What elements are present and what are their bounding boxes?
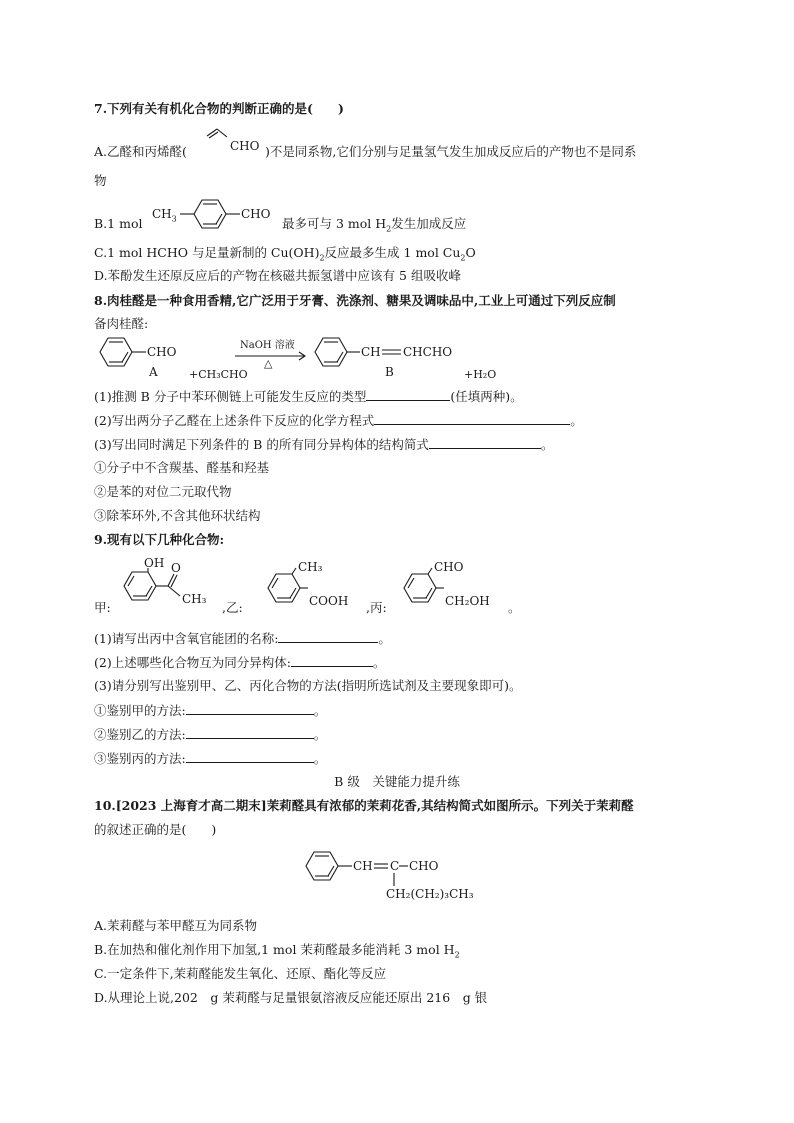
product-chcho-label: CHCHO [403, 345, 453, 359]
jasminaldehyde-structure [304, 848, 504, 904]
q10-option-a: A.茉莉醛与苯甲醛互为同系物 [94, 918, 258, 933]
q10-option-d: D.从理论上说,202 g 茉莉醛与足量银氨溶液反应能还原出 216 g 银 [94, 990, 488, 1005]
q7-option-a-line2: 物 [94, 173, 107, 188]
q8-condition-1: ①分子中不含羰基、醛基和羟基 [94, 460, 270, 475]
bing-label: ,丙: [366, 600, 387, 615]
q9-stem: 9.现有以下几种化合物: [94, 532, 225, 547]
q8-condition-2: ②是苯的对位二元取代物 [94, 484, 232, 499]
q10-stem-line2: 的叙述正确的是( ) [94, 822, 217, 837]
q9-method-2: ②鉴别乙的方法: 。 [94, 727, 327, 742]
methyl-label: $CH_3$ [152, 207, 177, 224]
alkene-ch-label: CH [353, 859, 373, 873]
answer-blank[interactable] [186, 702, 314, 715]
product-ch-label: CH [361, 345, 381, 359]
q7-option-b-suffix: 最多可与 3 mol $H_2$发生加成反应 [282, 216, 467, 234]
q9-method-3: ③鉴别丙的方法: 。 [94, 751, 327, 766]
aldehyde-label: CHO [241, 207, 271, 221]
aldehyde-label: CHO [434, 560, 464, 574]
benzaldehyde-cho-label: CHO [147, 345, 177, 359]
q7-option-a-prefix: A.乙醛和丙烯醛( [94, 144, 187, 159]
water-label: +H₂O [464, 368, 497, 381]
answer-blank[interactable] [291, 654, 373, 667]
answer-blank[interactable] [366, 388, 450, 401]
q10-stem-line1: 10.[2023 上海育才高二期末]茉莉醛具有浓郁的茉莉花香,其结构简式如图所示。下列关于茉莉醛 [94, 798, 634, 813]
q7-option-a-suffix: )不是同系物,它们分别与足量氢气发生加成反应后的产物也不是同系 [265, 144, 637, 159]
answer-blank[interactable] [278, 630, 378, 643]
alkene-c-label: C [390, 859, 400, 873]
compound-yi-structure [262, 560, 372, 616]
q7-option-d: D.苯酚发生还原反应后的产物在核磁共振氢谱中应该有 5 组吸收峰 [94, 268, 461, 283]
q7-option-c: C.1 mol HCHO 与足量新制的 $Cu(OH)_2$反应最多生成 1 mol $Cu_2O$ [94, 245, 476, 263]
q7-stem: 7.下列有关有机化合物的判断正确的是( ) [94, 101, 344, 116]
q9-list-end: 。 [508, 600, 521, 615]
hydroxyl-label: OH [144, 556, 165, 570]
compound-jia-structure [118, 556, 228, 616]
yi-label: ,乙: [222, 600, 243, 615]
answer-blank[interactable] [429, 436, 541, 449]
reaction-scheme [100, 334, 500, 382]
q9-sub2: (2)上述哪些化合物互为同分异构体: 。 [94, 655, 386, 670]
acrolein-cho-label: CHO [230, 139, 260, 153]
jia-label: 甲: [94, 600, 111, 615]
q7-option-b-prefix: B.1 mol [94, 216, 143, 231]
product-b-label: B [385, 365, 394, 379]
q8-stem-line2: 备肉桂醛: [94, 316, 149, 331]
q8-sub3: (3)写出同时满足下列条件的 B 的所有同分异构体的结构简式 。 [94, 437, 554, 452]
section-b-heading: B 级 关键能力提升练 [334, 774, 460, 789]
answer-blank[interactable] [374, 412, 570, 425]
arrow-reagent-label: NaOH 溶液 [240, 340, 295, 351]
acetaldehyde-label: +CH₃CHO [189, 368, 248, 381]
q8-stem-line1: 8.肉桂醛是一种食用香精,它广泛用于牙膏、洗涤剂、糖果及调味品中,工业上可通过下列反应制 [94, 293, 616, 308]
q8-sub2: (2)写出两分子乙醛在上述条件下反应的化学方程式 。 [94, 413, 583, 428]
answer-blank[interactable] [186, 750, 314, 763]
reactant-a-label: A [149, 365, 158, 379]
acrolein-structure [203, 127, 273, 157]
q8-condition-3: ③除苯环外,不含其他环状结构 [94, 508, 261, 523]
q9-method-1: ①鉴别甲的方法: 。 [94, 703, 327, 718]
answer-blank[interactable] [186, 726, 314, 739]
q10-option-b: B.在加热和催化剂作用下加氢,1 mol 茉莉醛最多能消耗 3 mol $H_2$ [94, 942, 460, 960]
hydroxymethyl-label: CH₂OH [445, 594, 490, 608]
aldehyde-label: CHO [409, 859, 439, 873]
pentyl-chain-label: CH₂(CH₂)₃CH₃ [386, 887, 474, 901]
q10-option-c: C.一定条件下,茉莉醛能发生氧化、还原、酯化等反应 [94, 966, 387, 981]
methyl-label: CH₃ [298, 560, 323, 574]
heat-symbol: △ [264, 357, 273, 370]
q9-sub3: (3)请分别写出鉴别甲、乙、丙化合物的方法(指明所选试剂及主要现象即可)。 [94, 678, 522, 693]
q9-sub1: (1)请写出丙中含氧官能团的名称: 。 [94, 631, 391, 646]
q8-sub1: (1)推测 B 分子中苯环侧链上可能发生反应的类型 (任填两种)。 [94, 389, 523, 404]
carboxyl-label: COOH [309, 594, 349, 608]
p-tolualdehyde-structure [152, 197, 282, 231]
carbonyl-oxygen-label: O [171, 561, 181, 575]
acetyl-methyl-label: CH₃ [182, 592, 207, 606]
